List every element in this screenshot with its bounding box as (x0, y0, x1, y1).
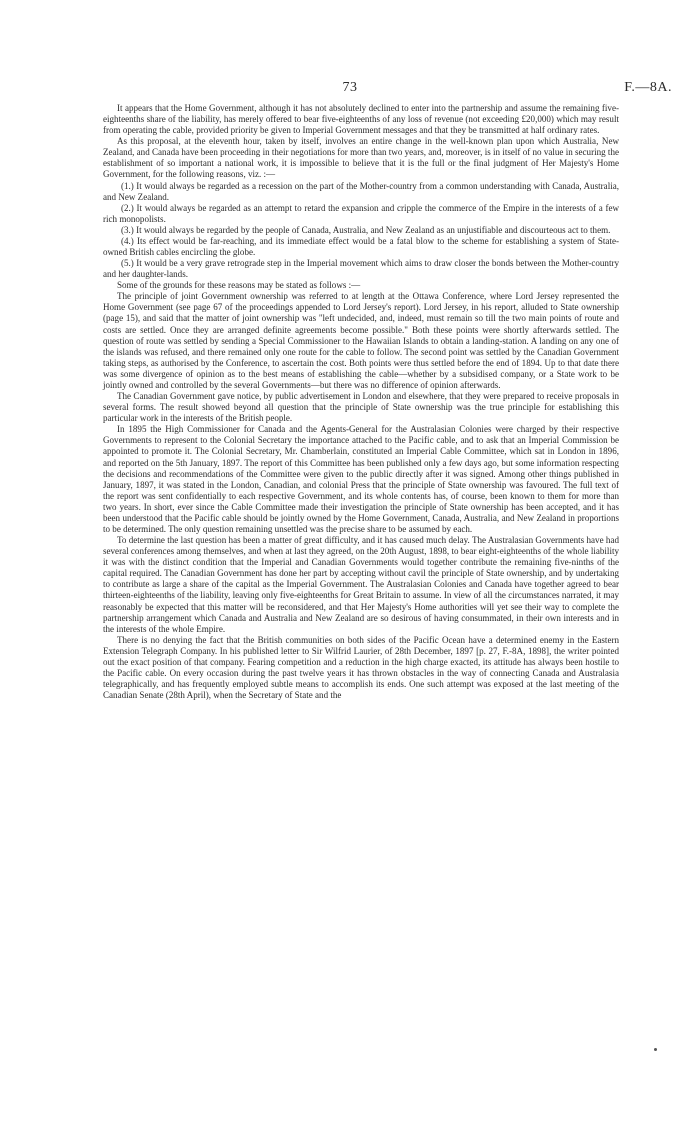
document-reference: F.—8A. (624, 80, 672, 95)
reason-item-1: (1.) It would always be regarded as a recession on the part of the Mother-country from a common understanding with Canada, Australia, and New Zealand. (103, 180, 619, 202)
paragraph-share-question: To determine the last question has been a matter of great difficulty, and it has caused much delay. The Australasian Governments have had several conferences among themselves, and when at last they agreed, on the 20th August, 1898, to bear eight-eighteenths of the whole liability it was with the distinct condition that the Imperial and Canadian Governments would together contribute the remaining five-ninths of the capital required. The Canadian Government has done her part by accepting without cavil the principle of State ownership, and by undertaking to contribute as large a share of the capital as the Imperial Government. The Australasian Colonies and Canada have together agreed to bear thirteen-eighteenths of the liability, leaving only five-eighteenths for Great Britain to assume. In view of all the circumstances narrated, it may reasonably be expected that this matter will be reconsidered, and that Her Majesty's Home authorities will yet see their way to complete the partnership arrangement which Canada and Australia and New Zealand are so desirous of having consummated, in their own interests and in the interests of the whole Empire. (103, 535, 619, 634)
page-number: 73 (342, 80, 358, 95)
body-text (103, 103, 619, 701)
reason-item-3: (3.) It would always be regarded by the people of Canada, Australia, and New Zealand as an unjustifiable and discourteous act to them. (121, 224, 611, 235)
paragraph-eastern-extension: There is no denying the fact that the British communities on both sides of the Pacific Ocean have a determined enemy in the Eastern Extension Telegraph Company. In his published letter to Sir Wilfrid Laurier, of 28th December, 1897 [p. 27, F.-8A, 1898], the writer pointed out the exact position of that company. Fearing competition and a reduction in the high charge exacted, its attitude has always been hostile to the Pacific cable. On every occasion during the past twelve years it has thrown obstacles in the way of connecting Canada and Australasia telegraphically, and has frequently employed subtle means to accomplish its ends. One such attempt was exposed at the last meeting of the Canadian Senate (28th April), when the Secretary of State and the (103, 634, 619, 701)
paragraph-canadian-notice: The Canadian Government gave notice, by public advertisement in London and elsewhere, that they were prepared to receive proposals in several forms. The result showed beyond all question that the principle of State ownership was the true principle for establishing this particular work in the interests of the British people. (103, 391, 619, 424)
paragraph-joint-ownership: The principle of joint Government ownership was referred to at length at the Ottawa Conference, where Lord Jersey represented the Home Government (see page 67 of the proceedings appended to Lord Jersey's report). Lord Jersey, in his report, alluded to State ownership (page 15), and said that the matter of joint ownership was "left undecided, and, indeed, must remain so till the two main points of route and costs are settled. Once they are arranged definite agreements become possible." Both these points were shortly afterwards settled. The question of route was settled by sending a Special Commissioner to the Hawaiian Islands to obtain a landing-station. A landing on any one of the islands was refused, and there remained only one route for the cable to follow. The second point was settled by the Canadian Government taking steps, as authorised by the Conference, to ascertain the cost. Both points were thus settled before the end of 1894. Up to that date there was some divergence of opinion as to the best means of establishing the cable—whether by a subsidised company, or a State work to be jointly owned and controlled by the several Governments—but there was no difference of opinion afterwards. (103, 291, 619, 390)
margin-mark (654, 1048, 657, 1051)
paragraph-proposal-reasons: As this proposal, at the eleventh hour, taken by itself, involves an entire change in the well-known plan upon which Australia, New Zealand, and Canada have been proceeding in their negotiations for more than two years, and, moreover, is in itself of no value in securing the establishment of so important a national work, it is impossible to believe that it is the full or the final judgment of Her Majesty's Home Government, for the following reasons, viz. :— (103, 136, 619, 180)
paragraph-cable-committee: In 1895 the High Commissioner for Canada and the Agents-General for the Australasian Colonies were charged by their respective Governments to represent to the Colonial Secretary the importance attached to the Pacific cable, and to ask that an Imperial Commission be appointed to promote it. The Colonial Secretary, Mr. Chamberlain, constituted an Imperial Cable Committee, which sat in London in 1896, and reported on the 5th January, 1897. The report of this Committee has been published only a few days ago, but some information respecting the decisions and recommendations of the Committee were given to the public directly after it was signed. Among other things published in January, 1897, it was stated in the London, Canadian, and colonial Press that the principle of State ownership was favoured. The full text of the report was sent confidentially to each respective Government, and its whole contents has, of course, been known to them for more than two years. In short, ever since the Cable Committee made their investigation the principle of State ownership has been accepted, and it has been understood that the Pacific cable should be jointly owned by the Home Government, Canada, Australia, and New Zealand in proportions to be determined. The only question remaining unsettled was the precise share to be assumed by each. (103, 424, 619, 534)
reason-item-4: (4.) Its effect would be far-reaching, and its immediate effect would be a fatal blow to the scheme for establishing a system of State-owned British cables encircling the globe. (103, 235, 619, 258)
reason-item-2: (2.) It would always be regarded as an attempt to retard the expansion and cripple the commerce of the Empire in the interests of a few rich monopolists. (103, 202, 619, 224)
paragraph-home-government-offer: It appears that the Home Government, although it has not absolutely declined to enter into the partnership and assume the remaining five-eighteenths share of the liability, has merely offered to bear five-eighteenths of any loss of revenue (not exceeding £20,000) which may result from operating the cable, provided priority be given to Imperial Government messages and that they be transmitted at half ordinary rates. (103, 103, 619, 136)
reason-item-5: (5.) It would be a very grave retrograde step in the Imperial movement which aims to draw closer the bonds between the Mother-country and her daughter-lands. (103, 258, 619, 280)
paragraph-grounds: Some of the grounds for these reasons may be stated as follows :— (117, 280, 361, 291)
